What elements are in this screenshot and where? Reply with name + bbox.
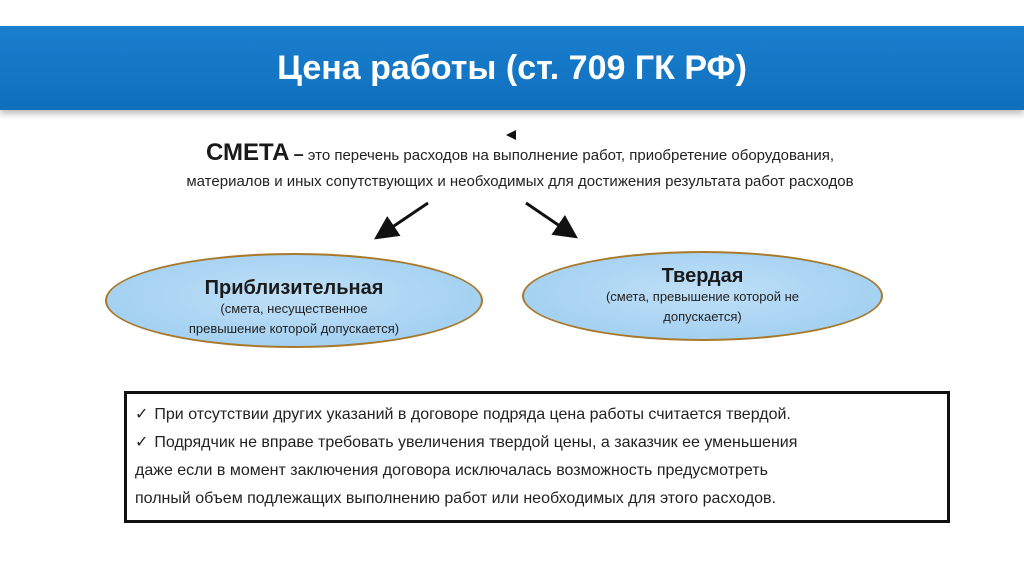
note-item-2-text-3: полный объем подлежащих выполнению работ или необходимых для этого расходов.: [135, 490, 776, 507]
fixed-title: Твердая: [661, 265, 744, 287]
approximate-title: Приблизительная: [204, 277, 384, 299]
fixed-note-1: (смета, превышение которой не: [605, 289, 800, 304]
definition-text-2: материалов и иных сопутствующих и необходимых для достижения результата работ расходов: [186, 173, 854, 190]
arrow-left-icon: [379, 203, 428, 236]
note-item-2-text-1: Подрядчик не вправе требовать увеличения твердой цены, а заказчик ее уменьшения: [154, 434, 798, 451]
approximate-note-1: (смета, несущественное: [220, 301, 368, 316]
note-item-2-text-2: даже если в момент заключения договора исключалась возможность предусмотреть: [135, 462, 768, 479]
checkmark-icon: ✓: [135, 434, 149, 451]
approximate-note-2: превышение которой допускается): [188, 321, 400, 336]
approximate-estimate-ellipse: [105, 253, 483, 348]
arrow-right-icon: [526, 203, 573, 235]
notes-box: [124, 391, 950, 523]
fixed-note-2: допускается): [663, 309, 742, 324]
note-item-2: [135, 429, 935, 457]
definition-text-1: это перечень расходов на выполнение работ, приобретение оборудования,: [307, 147, 835, 164]
definition-term: СМЕТА: [205, 139, 290, 166]
note-item-1-text: При отсутствии других указаний в договоре подряда цена работы считается твердой.: [154, 406, 791, 423]
note-item-1: [135, 401, 935, 429]
page-title: Цена работы (ст. 709 ГК РФ): [277, 49, 747, 87]
definition-dash: –: [293, 144, 304, 164]
fixed-estimate-ellipse: [522, 251, 883, 341]
checkmark-icon: ✓: [135, 406, 149, 423]
